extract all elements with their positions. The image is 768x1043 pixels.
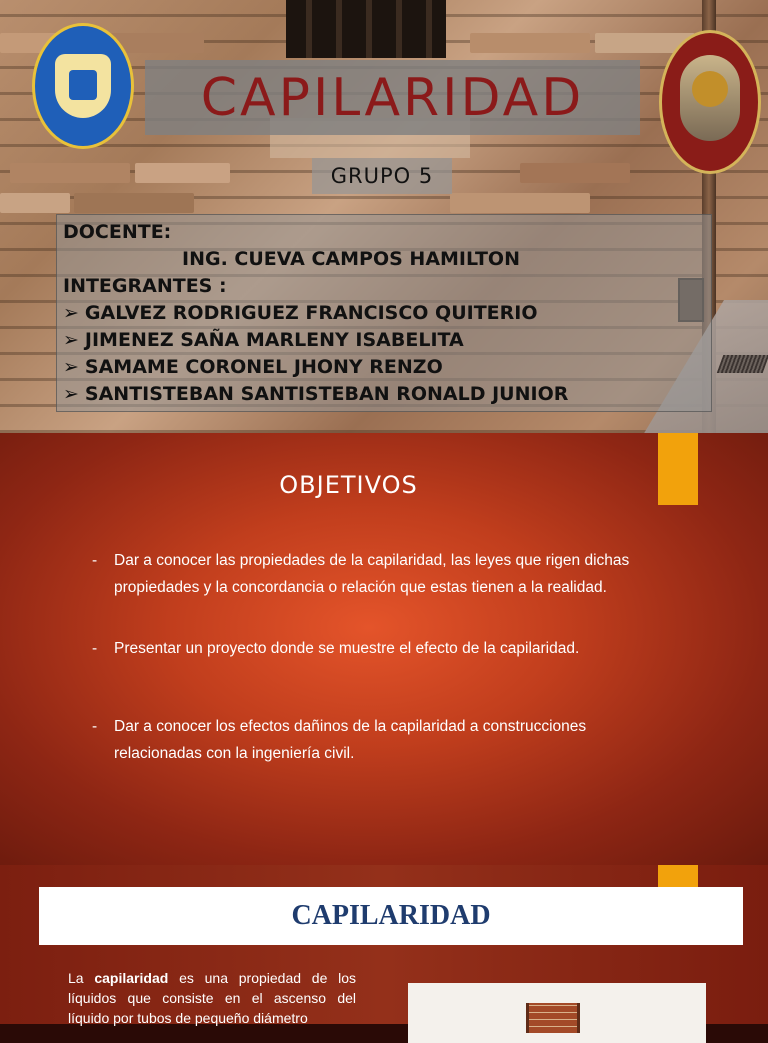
member-item: ➢ SANTISTEBAN SANTISTEBAN RONALD JUNIOR xyxy=(63,383,569,405)
arrow-bullet-icon: ➢ xyxy=(63,383,79,405)
definition-slide xyxy=(0,865,768,1024)
dash-bullet: - xyxy=(92,552,98,569)
group-box xyxy=(312,158,452,194)
arrow-bullet-icon: ➢ xyxy=(63,302,79,324)
objective-item: - Dar a conocer las propiedades de la capilaridad, las leyes que rigen dichas propiedades y la concordancia o relación que estas tienen a la realidad. xyxy=(92,547,652,601)
member-item: ➢ SAMAME CORONEL JHONY RENZO xyxy=(63,356,443,378)
objective-item: - Dar a conocer los efectos dañinos de la capilaridad a construcciones relacionadas con la ingeniería civil. xyxy=(92,713,652,767)
group-label: GRUPO 5 xyxy=(330,164,434,188)
docente-name: ING. CUEVA CAMPOS HAMILTON xyxy=(182,248,520,270)
info-box xyxy=(56,214,712,412)
capilaridad-heading-box xyxy=(39,887,743,945)
title-box xyxy=(145,60,640,135)
faculty-logo-right xyxy=(659,30,761,174)
brick-wall-icon xyxy=(526,1003,580,1033)
member-item: ➢ GALVEZ RODRIGUEZ FRANCISCO QUITERIO xyxy=(63,302,538,324)
objectives-slide xyxy=(0,433,768,865)
logo-emblem-icon xyxy=(69,70,97,100)
title-slide xyxy=(0,0,768,433)
university-logo-left xyxy=(32,23,134,149)
window xyxy=(286,0,446,58)
integrantes-label: INTEGRANTES : xyxy=(63,275,227,297)
illustration-image xyxy=(408,983,706,1043)
arrow-bullet-icon: ➢ xyxy=(63,356,79,378)
bold-term: capilaridad xyxy=(94,970,169,986)
drain-grate xyxy=(717,355,768,373)
dash-bullet: - xyxy=(92,718,98,735)
accent-bar xyxy=(658,865,698,887)
objectives-heading: OBJETIVOS xyxy=(279,471,418,499)
docente-label: DOCENTE: xyxy=(63,221,172,243)
logo-sun-icon xyxy=(692,71,728,107)
page-title: CAPILARIDAD xyxy=(200,67,585,128)
dash-bullet: - xyxy=(92,640,98,657)
definition-paragraph: La capilaridad es una propiedad de los líquidos que consiste en el ascenso del líquido por tubos de pequeño diámetro xyxy=(68,970,357,1026)
capilaridad-heading: CAPILARIDAD xyxy=(291,900,491,931)
arrow-bullet-icon: ➢ xyxy=(63,329,79,351)
objective-item: - Presentar un proyecto donde se muestre el efecto de la capilaridad. xyxy=(92,635,652,662)
member-item: ➢ JIMENEZ SAÑA MARLENY ISABELITA xyxy=(63,329,464,351)
